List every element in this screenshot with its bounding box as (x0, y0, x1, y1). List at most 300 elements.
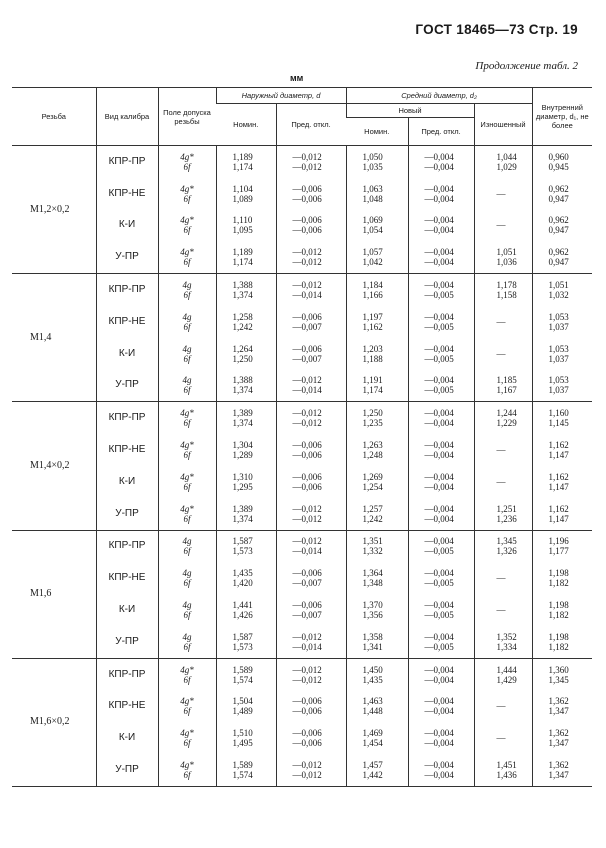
mid-dev-cell (408, 370, 474, 402)
mid-dev-cell-value: —0,004 (424, 770, 454, 781)
outer-dev-cell-value: —0,006 (292, 183, 322, 194)
inner-cell-value: 1,182 (548, 578, 569, 589)
tolerance-cell (158, 434, 216, 466)
inner-cell-value: 1,037 (548, 353, 569, 364)
tolerance-cell (158, 306, 216, 338)
outer-nom-cell-value: 1,374 (232, 418, 253, 429)
mid-dev-cell (408, 594, 474, 626)
inner-cell-value: 1,162 (548, 503, 569, 514)
mid-worn-cell (474, 658, 532, 690)
mid-dev-cell (408, 146, 474, 178)
mid-worn-cell-value: 1,051 (496, 247, 517, 258)
gauge-type-cell: У-ПР (96, 754, 158, 786)
tolerance-cell-value: 6f (183, 513, 191, 524)
outer-dev-cell-value: —0,014 (292, 546, 322, 557)
mid-worn-cell-value: 1,178 (496, 280, 517, 291)
mid-nom-cell-value: 1,356 (362, 610, 383, 621)
inner-cell-value: 1,362 (548, 728, 569, 739)
outer-dev-cell-value: —0,012 (292, 247, 322, 258)
outer-dev-cell (276, 434, 346, 466)
outer-nom-cell (216, 594, 276, 626)
inner-cell-value: 0,962 (548, 247, 569, 258)
mid-dev-cell-value: —0,005 (424, 290, 454, 301)
outer-dev-cell (276, 402, 346, 434)
gauge-type-cell: У-ПР (96, 241, 158, 273)
mid-nom-cell-value: 1,332 (362, 546, 383, 557)
tolerance-cell (158, 691, 216, 723)
mid-dev-cell-value: —0,005 (424, 321, 454, 332)
table-body (12, 146, 592, 787)
mid-dev-cell-value: —0,004 (424, 631, 454, 642)
tolerance-cell (158, 530, 216, 562)
mid-worn-cell-value: 1,334 (496, 641, 517, 652)
table-row (12, 722, 592, 754)
col-inner-header: Внутренний диаметр, d₁, не более (532, 88, 592, 146)
table-row (12, 178, 592, 210)
outer-dev-cell-value: —0,012 (292, 151, 322, 162)
outer-nom-cell (216, 754, 276, 786)
gauge-type-cell: КПР-НЕ (96, 562, 158, 594)
tolerance-cell-value: 4g (182, 375, 192, 386)
table-row (12, 530, 592, 562)
outer-nom-cell-value: 1,289 (232, 450, 253, 461)
tolerance-cell (158, 178, 216, 210)
outer-dev-cell-value: —0,007 (292, 321, 322, 332)
outer-dev-cell (276, 241, 346, 273)
unit-label: мм (290, 73, 304, 83)
mid-worn-cell-value: — (496, 573, 506, 584)
mid-dev-cell-value: —0,004 (424, 513, 454, 524)
mid-nom-cell (346, 402, 408, 434)
outer-dev-cell-value: —0,012 (292, 257, 322, 268)
outer-nom-cell-value: 1,510 (232, 728, 253, 739)
mid-nom-cell (346, 370, 408, 402)
tolerance-cell-value: 6f (183, 385, 191, 396)
mid-nom-cell-value: 1,048 (362, 193, 383, 204)
mid-nom-cell (346, 691, 408, 723)
mid-nom-cell (346, 210, 408, 242)
mid-worn-cell (474, 434, 532, 466)
mid-worn-cell-value: — (496, 348, 506, 359)
inner-cell (532, 402, 592, 434)
outer-nom-cell-value: 1,489 (232, 706, 253, 717)
inner-cell-value: 1,347 (548, 738, 569, 749)
table-row (12, 274, 592, 306)
mid-worn-cell-value: 1,244 (496, 408, 517, 419)
gauge-type-cell: К-И (96, 210, 158, 242)
outer-nom-cell (216, 658, 276, 690)
outer-nom-cell-value: 1,250 (232, 353, 253, 364)
mid-dev-cell-value: —0,004 (424, 151, 454, 162)
mid-dev-cell-value: —0,004 (424, 706, 454, 717)
table-row (12, 210, 592, 242)
outer-dev-cell-value: —0,006 (292, 600, 322, 611)
tolerance-cell-value: 4g (182, 280, 192, 291)
inner-cell-value: 0,962 (548, 183, 569, 194)
mid-nom-cell (346, 658, 408, 690)
inner-cell (532, 722, 592, 754)
tolerance-cell-value: 4g (182, 343, 192, 354)
mid-nom-cell-value: 1,370 (362, 600, 383, 611)
outer-nom-cell (216, 241, 276, 273)
tolerance-cell (158, 146, 216, 178)
mid-dev-cell (408, 210, 474, 242)
outer-nom-cell-value: 1,189 (232, 247, 253, 258)
outer-dev-cell-value: —0,012 (292, 408, 322, 419)
tolerance-cell-value: 4g* (180, 215, 194, 226)
mid-nom-cell-value: 1,257 (362, 503, 383, 514)
mid-dev-cell-value: —0,004 (424, 343, 454, 354)
inner-cell-value: 0,947 (548, 257, 569, 268)
table-continuation-label: Продолжение табл. 2 (475, 60, 578, 72)
mid-nom-cell (346, 338, 408, 370)
inner-cell-value: 1,147 (548, 513, 569, 524)
inner-cell-value: 0,962 (548, 215, 569, 226)
outer-dev-cell-value: —0,006 (292, 706, 322, 717)
inner-cell (532, 466, 592, 498)
outer-dev-cell-value: —0,007 (292, 578, 322, 589)
outer-nom-cell-value: 1,104 (232, 183, 253, 194)
mid-worn-cell-value: — (496, 220, 506, 231)
tolerance-cell-value: 4g (182, 311, 192, 322)
mid-nom-cell-value: 1,364 (362, 568, 383, 579)
inner-cell-value: 1,147 (548, 481, 569, 492)
mid-nom-cell (346, 274, 408, 306)
tolerance-cell-value: 6f (183, 193, 191, 204)
outer-dev-cell-value: —0,006 (292, 481, 322, 492)
table-row (12, 338, 592, 370)
mid-worn-cell (474, 466, 532, 498)
outer-dev-cell-value: —0,014 (292, 290, 322, 301)
gauge-type-cell: КПР-ПР (96, 658, 158, 690)
mid-nom-cell (346, 594, 408, 626)
mid-dev-cell-value: —0,004 (424, 728, 454, 739)
thread-cell: M1,4×0,2 (12, 402, 96, 530)
col-mid-nom-header: Номин. (346, 118, 408, 146)
outer-nom-cell (216, 402, 276, 434)
tolerance-cell-value: 4g* (180, 151, 194, 162)
table-row (12, 594, 592, 626)
col-mid-dev-header: Пред. откл. (408, 118, 474, 146)
mid-worn-cell (474, 178, 532, 210)
outer-dev-cell-value: —0,006 (292, 225, 322, 236)
mid-worn-cell (474, 722, 532, 754)
mid-dev-cell (408, 530, 474, 562)
mid-nom-cell (346, 241, 408, 273)
mid-dev-cell (408, 274, 474, 306)
outer-dev-cell-value: —0,012 (292, 770, 322, 781)
outer-nom-cell-value: 1,310 (232, 471, 253, 482)
mid-nom-cell-value: 1,469 (362, 728, 383, 739)
mid-worn-cell-value: 1,326 (496, 546, 517, 557)
mid-dev-cell-value: —0,004 (424, 738, 454, 749)
mid-nom-cell (346, 306, 408, 338)
mid-nom-cell-value: 1,242 (362, 513, 383, 524)
inner-cell-value: 1,162 (548, 440, 569, 451)
col-mid-group-header: Средний диаметр, d₂ (346, 88, 532, 104)
col-thread-header: Резьба (12, 88, 96, 146)
mid-dev-cell-value: —0,004 (424, 760, 454, 771)
inner-cell-value: 1,347 (548, 770, 569, 781)
mid-nom-cell-value: 1,254 (362, 481, 383, 492)
outer-dev-cell-value: —0,006 (292, 343, 322, 354)
mid-dev-cell-value: —0,004 (424, 375, 454, 386)
gauge-type-cell: К-И (96, 722, 158, 754)
tolerance-cell-value: 4g* (180, 664, 194, 675)
tolerance-cell (158, 274, 216, 306)
gauge-dimensions-table (12, 87, 592, 787)
mid-nom-cell-value: 1,191 (362, 375, 383, 386)
inner-cell-value: 0,947 (548, 193, 569, 204)
table-row (12, 306, 592, 338)
tolerance-cell (158, 658, 216, 690)
outer-dev-cell-value: —0,006 (292, 471, 322, 482)
mid-worn-cell (474, 274, 532, 306)
tolerance-cell-value: 4g* (180, 503, 194, 514)
gauge-type-cell: КПР-ПР (96, 274, 158, 306)
mid-dev-cell (408, 434, 474, 466)
mid-dev-cell-value: —0,004 (424, 440, 454, 451)
tolerance-cell-value: 6f (183, 578, 191, 589)
col-mid-worn-header: Изношенный (474, 104, 532, 146)
mid-dev-cell (408, 402, 474, 434)
outer-dev-cell (276, 722, 346, 754)
inner-cell (532, 178, 592, 210)
tolerance-cell (158, 466, 216, 498)
mid-nom-cell-value: 1,054 (362, 225, 383, 236)
outer-dev-cell (276, 626, 346, 658)
outer-nom-cell-value: 1,089 (232, 193, 253, 204)
outer-nom-cell-value: 1,242 (232, 321, 253, 332)
table-row (12, 434, 592, 466)
outer-nom-cell (216, 274, 276, 306)
gauge-type-cell: КПР-НЕ (96, 691, 158, 723)
mid-worn-cell (474, 626, 532, 658)
table-row (12, 691, 592, 723)
inner-cell-value: 1,345 (548, 674, 569, 685)
outer-dev-cell-value: —0,012 (292, 418, 322, 429)
mid-worn-cell-value: 1,167 (496, 385, 517, 396)
mid-dev-cell (408, 241, 474, 273)
outer-nom-cell (216, 530, 276, 562)
mid-dev-cell-value: —0,004 (424, 600, 454, 611)
mid-nom-cell-value: 1,358 (362, 631, 383, 642)
outer-dev-cell-value: —0,014 (292, 385, 322, 396)
tolerance-cell-value: 4g (182, 631, 192, 642)
mid-nom-cell-value: 1,069 (362, 215, 383, 226)
mid-worn-cell-value: 1,236 (496, 513, 517, 524)
tolerance-cell-value: 6f (183, 450, 191, 461)
inner-cell (532, 338, 592, 370)
mid-dev-cell-value: —0,004 (424, 280, 454, 291)
mid-dev-cell-value: —0,004 (424, 536, 454, 547)
mid-nom-cell-value: 1,457 (362, 760, 383, 771)
inner-cell-value: 1,053 (548, 343, 569, 354)
outer-nom-cell-value: 1,589 (232, 760, 253, 771)
tolerance-cell (158, 338, 216, 370)
outer-dev-cell-value: —0,012 (292, 536, 322, 547)
outer-dev-cell-value: —0,014 (292, 641, 322, 652)
table-row (12, 498, 592, 530)
col-tolerance-header: Поле допуска резьбы (158, 88, 216, 146)
inner-cell (532, 658, 592, 690)
outer-nom-cell-value: 1,374 (232, 385, 253, 396)
inner-cell-value: 1,182 (548, 610, 569, 621)
outer-nom-cell-value: 1,573 (232, 546, 253, 557)
tolerance-cell-value: 6f (183, 290, 191, 301)
outer-dev-cell-value: —0,012 (292, 664, 322, 675)
mid-dev-cell-value: —0,004 (424, 215, 454, 226)
mid-worn-cell-value: — (496, 476, 506, 487)
mid-dev-cell (408, 306, 474, 338)
inner-cell-value: 1,360 (548, 664, 569, 675)
outer-nom-cell-value: 1,388 (232, 280, 253, 291)
outer-dev-cell-value: —0,012 (292, 161, 322, 172)
mid-nom-cell-value: 1,269 (362, 471, 383, 482)
mid-dev-cell-value: —0,004 (424, 674, 454, 685)
inner-cell-value: 1,053 (548, 311, 569, 322)
outer-nom-cell (216, 146, 276, 178)
inner-cell-value: 1,362 (548, 696, 569, 707)
inner-cell-value: 1,162 (548, 471, 569, 482)
mid-dev-cell-value: —0,004 (424, 225, 454, 236)
mid-worn-cell-value: 1,444 (496, 664, 517, 675)
col-outer-nom-header: Номин. (216, 104, 276, 146)
inner-cell-value: 1,182 (548, 641, 569, 652)
outer-nom-cell-value: 1,441 (232, 600, 253, 611)
mid-nom-cell (346, 754, 408, 786)
outer-dev-cell (276, 338, 346, 370)
outer-nom-cell-value: 1,426 (232, 610, 253, 621)
outer-nom-cell-value: 1,189 (232, 151, 253, 162)
inner-cell-value: 1,196 (548, 536, 569, 547)
mid-worn-cell-value: 1,029 (496, 161, 517, 172)
inner-cell (532, 241, 592, 273)
inner-cell (532, 274, 592, 306)
mid-nom-cell-value: 1,235 (362, 418, 383, 429)
mid-nom-cell (346, 626, 408, 658)
mid-nom-cell-value: 1,348 (362, 578, 383, 589)
inner-cell-value: 1,147 (548, 450, 569, 461)
inner-cell-value: 1,053 (548, 375, 569, 386)
outer-nom-cell (216, 691, 276, 723)
outer-dev-cell (276, 594, 346, 626)
mid-dev-cell (408, 658, 474, 690)
tolerance-cell (158, 210, 216, 242)
outer-dev-cell (276, 210, 346, 242)
outer-dev-cell-value: —0,007 (292, 610, 322, 621)
table-row (12, 562, 592, 594)
outer-nom-cell-value: 1,420 (232, 578, 253, 589)
inner-cell-value: 1,198 (548, 600, 569, 611)
gauge-type-cell: К-И (96, 594, 158, 626)
inner-cell (532, 306, 592, 338)
outer-dev-cell-value: —0,006 (292, 440, 322, 451)
mid-dev-cell-value: —0,005 (424, 353, 454, 364)
tolerance-cell-value: 6f (183, 770, 191, 781)
mid-nom-cell (346, 178, 408, 210)
outer-dev-cell (276, 754, 346, 786)
gauge-type-cell: КПР-ПР (96, 530, 158, 562)
mid-nom-cell (346, 434, 408, 466)
outer-dev-cell-value: —0,006 (292, 728, 322, 739)
mid-dev-cell-value: —0,004 (424, 193, 454, 204)
outer-dev-cell-value: —0,012 (292, 674, 322, 685)
mid-dev-cell-value: —0,004 (424, 503, 454, 514)
tolerance-cell (158, 562, 216, 594)
tolerance-cell (158, 722, 216, 754)
tolerance-cell-value: 6f (183, 161, 191, 172)
tolerance-cell (158, 626, 216, 658)
mid-nom-cell (346, 530, 408, 562)
mid-nom-cell-value: 1,162 (362, 321, 383, 332)
mid-dev-cell-value: —0,004 (424, 696, 454, 707)
tolerance-cell-value: 4g (182, 600, 192, 611)
mid-dev-cell (408, 562, 474, 594)
outer-nom-cell-value: 1,389 (232, 408, 253, 419)
inner-cell-value: 0,947 (548, 225, 569, 236)
table-row (12, 241, 592, 273)
tolerance-cell-value: 6f (183, 225, 191, 236)
outer-dev-cell-value: —0,012 (292, 513, 322, 524)
tolerance-cell-value: 4g (182, 536, 192, 547)
mid-dev-cell-value: —0,004 (424, 183, 454, 194)
tolerance-cell-value: 6f (183, 353, 191, 364)
outer-nom-cell-value: 1,574 (232, 674, 253, 685)
mid-dev-cell (408, 691, 474, 723)
mid-worn-cell-value: 1,251 (496, 503, 517, 514)
tolerance-cell (158, 402, 216, 434)
mid-dev-cell (408, 338, 474, 370)
mid-dev-cell-value: —0,004 (424, 408, 454, 419)
mid-dev-cell-value: —0,004 (424, 568, 454, 579)
mid-nom-cell-value: 1,263 (362, 440, 383, 451)
mid-nom-cell-value: 1,341 (362, 641, 383, 652)
outer-nom-cell (216, 306, 276, 338)
outer-nom-cell-value: 1,495 (232, 738, 253, 749)
mid-worn-cell-value: 1,158 (496, 290, 517, 301)
table-row (12, 626, 592, 658)
mid-dev-cell-value: —0,004 (424, 247, 454, 258)
mid-nom-cell-value: 1,463 (362, 696, 383, 707)
table-row (12, 146, 592, 178)
outer-nom-cell (216, 434, 276, 466)
mid-dev-cell (408, 178, 474, 210)
tolerance-cell (158, 241, 216, 273)
mid-worn-cell-value: — (496, 701, 506, 712)
mid-worn-cell (474, 241, 532, 273)
tolerance-cell-value: 6f (183, 257, 191, 268)
tolerance-cell-value: 6f (183, 481, 191, 492)
mid-worn-cell-value: 1,451 (496, 760, 517, 771)
outer-dev-cell-value: —0,012 (292, 375, 322, 386)
mid-nom-cell-value: 1,035 (362, 161, 383, 172)
mid-worn-cell (474, 594, 532, 626)
tolerance-cell-value: 4g* (180, 247, 194, 258)
mid-worn-cell (474, 530, 532, 562)
outer-nom-cell (216, 210, 276, 242)
gauge-type-cell: К-И (96, 338, 158, 370)
mid-nom-cell-value: 1,063 (362, 183, 383, 194)
thread-cell: M1,6 (12, 530, 96, 658)
outer-dev-cell-value: —0,012 (292, 280, 322, 291)
outer-nom-cell (216, 178, 276, 210)
outer-nom-cell-value: 1,258 (232, 311, 253, 322)
mid-worn-cell (474, 370, 532, 402)
table-row (12, 754, 592, 786)
gauge-type-cell: К-И (96, 466, 158, 498)
mid-worn-cell-value: 1,036 (496, 257, 517, 268)
